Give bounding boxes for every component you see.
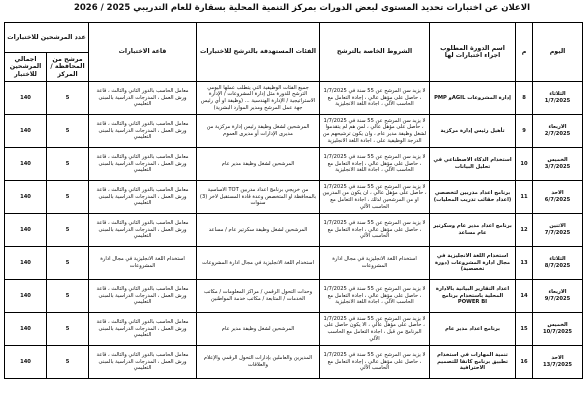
table-row	[5, 280, 583, 313]
cell-day: الخميس 10/7/2025	[533, 313, 583, 346]
cell-per-center: 5	[47, 280, 89, 313]
cell-per-center: 5	[47, 148, 89, 181]
cell-hall: معامل الحاسب بالدور الثاني والثالث ، قاعة ورش العمل ، المدرجات الدراسية بالمبنى التعليمي	[89, 280, 197, 313]
header-number: م	[516, 23, 533, 82]
cell-number: 10	[516, 148, 533, 181]
cell-total: 140	[5, 214, 47, 247]
cell-per-center: 5	[47, 214, 89, 247]
cell-day: الثلاثاء 8/7/2025	[533, 247, 583, 280]
cell-number: 15	[516, 313, 533, 346]
cell-course: برنامج اعداد مدير عام وسكرتير عام مساعد	[430, 214, 516, 247]
table-row	[5, 313, 583, 346]
cell-day: الخميس 3/7/2025	[533, 148, 583, 181]
cell-categories: المرشحين لشغل وظيفة مدير عام	[197, 313, 320, 346]
cell-total: 140	[5, 247, 47, 280]
cell-hall: معامل الحاسب بالدور الثاني والثالث ، قاعة ورش العمل ، المدرجات الدراسية بالمبنى التعليمي	[89, 214, 197, 247]
cell-hall: معامل الحاسب بالدور الثاني والثالث ، قاعة ورش العمل ، المدرجات الدراسية بالمبنى التعليمي	[89, 346, 197, 379]
cell-day: الثلاثاء 1/7/2025	[533, 82, 583, 115]
cell-per-center: 5	[47, 247, 89, 280]
cell-conditions: استخدام اللغة الانجليزية في مجال ادارة المشروعات	[320, 247, 430, 280]
cell-per-center: 5	[47, 115, 89, 148]
table-row	[5, 82, 583, 115]
cell-day: الاربعاء 2/7/2025	[533, 115, 583, 148]
table-row	[5, 181, 583, 214]
cell-conditions: لا يزيد سن المرشح عن 55 سنة في 1/7/2025 ، حاصل على مؤهل عالي ، إجادة التعامل مع الحاسب الآلي ، اجادة اللغة الانجليزية	[320, 82, 430, 115]
cell-total: 140	[5, 280, 47, 313]
header-hall: قاعة الاختبارات	[89, 23, 197, 82]
cell-categories: استخدام اللغة الانجليزية في مجال ادارة المشروعات	[197, 247, 320, 280]
cell-total: 140	[5, 181, 47, 214]
cell-total: 140	[5, 115, 47, 148]
cell-number: 14	[516, 280, 533, 313]
cell-number: 9	[516, 115, 533, 148]
cell-per-center: 5	[47, 181, 89, 214]
cell-categories: المديرين والعاملين بإدارات التحول الرقمي والإعلام والعلاقات	[197, 346, 320, 379]
cell-categories: وحدات التحول الرقمي / مراكز المعلومات / مكاتب الخدمات / المتابعة / مكاتب خدمة المواطنين	[197, 280, 320, 313]
cell-per-center: 5	[47, 346, 89, 379]
cell-categories: المرشحين لشغل وظيفة سكرتير عام / مساعد	[197, 214, 320, 247]
cell-course: اعداد التقارير البيانية بالادارة المحلية باستخدام برنامج POWER BI	[430, 280, 516, 313]
cell-categories: المرشحين لشغل وظيفة مدير عام	[197, 148, 320, 181]
cell-total: 140	[5, 313, 47, 346]
cell-course: استخدام اللغة الانجليزية في مجال ادارة المشروعات (دورة تخصصية)	[430, 247, 516, 280]
cell-number: 16	[516, 346, 533, 379]
cell-day: الاثنين 7/7/2025	[533, 214, 583, 247]
table-row	[5, 115, 583, 148]
cell-hall: معامل الحاسب بالدور الثاني والثالث ، قاعة ورش العمل ، المدرجات الدراسية بالمبنى التعليمي	[89, 115, 197, 148]
cell-day: الاربعاء 9/7/2025	[533, 280, 583, 313]
cell-total: 140	[5, 346, 47, 379]
cell-conditions: لا يزيد سن المرشح عن 55 سنة في 1/7/2025 ، حاصل على مؤهل عالي ، اجادة التعامل مع الحاسب الآلي	[320, 214, 430, 247]
cell-course: إدارة المشروعات AGILو PMP	[430, 82, 516, 115]
cell-number: 12	[516, 214, 533, 247]
cell-conditions: لا يزيد سن المرشح عن 55 سنة في 1/7/2025 ، حاصل على مؤهل عالي ، إجادة التعامل مع الحاسب الآلي	[320, 346, 430, 379]
cell-total: 140	[5, 82, 47, 115]
cell-course: تنمية المهارات في استخدام تطبيق برنامج كانفا للتصميم الاحترافية	[430, 346, 516, 379]
cell-course: تأهيل رئيس إدارة مركزية	[430, 115, 516, 148]
cell-categories: المرشحين لشغل وظيفة رئيس إدارة مركزية من مديرى الإدارات أو مديرى العموم	[197, 115, 320, 148]
table-row	[5, 247, 583, 280]
header-categories: الفئات المستهدفة بالترشح للاختبارات	[197, 23, 320, 82]
cell-course: برنامج اعداد مدير عام	[430, 313, 516, 346]
document-title: الاعلان عن اختبارات تحديد المستوى لبعض الدورات بمركز التنمية المحلية بسقارة للعام التدريبي 2025 / 2026	[73, 3, 530, 13]
cell-per-center: 5	[47, 82, 89, 115]
table-row	[5, 346, 583, 379]
header-course: اسم الدورة المطلوب اجراء اختبارات لها	[430, 23, 516, 82]
cell-number: 11	[516, 181, 533, 214]
header-total: اجمالي المرشحين للاختبار	[5, 53, 47, 82]
cell-hall: استخدام اللغة الانجليزية في مجال ادارة المشروعات	[89, 247, 197, 280]
header-day: اليوم	[533, 23, 583, 82]
cell-hall: معامل الحاسب بالدور الثاني والثالث ، قاعة ورش العمل ، المدرجات الدراسية بالمبنى التعليمي	[89, 313, 197, 346]
cell-hall: معامل الحاسب بالدور الثاني والثالث ، قاعة ورش العمل ، المدرجات الدراسية بالمبنى التعليمي	[89, 82, 197, 115]
cell-course: استخدام الذكاء الاصطناعي في تحليل البيانات	[430, 148, 516, 181]
cell-per-center: 5	[47, 313, 89, 346]
cell-number: 8	[516, 82, 533, 115]
cell-hall: معامل الحاسب بالدور الثاني والثالث ، قاعة ورش العمل ، المدرجات الدراسية بالمبنى التعليمي	[89, 181, 197, 214]
cell-categories: من خريجي برنامج اعداد مدربين TOT الاساسية بالمحافظة او المتخصص وعدة قادة المستقبل لاخر (3) سنوات	[197, 181, 320, 214]
table-header-row	[5, 23, 583, 53]
header-conditions: الشروط الخاصة بالترشح	[320, 23, 430, 82]
cell-total: 140	[5, 148, 47, 181]
header-per-center: مرشح من المحافظة / المركز	[47, 53, 89, 82]
cell-day: الاحد 13/7/2025	[533, 346, 583, 379]
cell-number: 13	[516, 247, 533, 280]
cell-hall: معامل الحاسب بالدور الثاني والثالث ، قاعة ورش العمل ، المدرجات الدراسية بالمبنى التعليمي	[89, 148, 197, 181]
cell-conditions: لا يزيد سن المرشح عن 55 سنة في 1/7/2025 ، حاصل على مؤهل عالي ، ان يكون من المدربين او من المرشحين لذلك ، اجادة التعامل مع الحاسب الآلي	[320, 181, 430, 214]
cell-conditions: لا يزيد سن المرشح عن 55 سنة في 1/7/2025 ، حاصل على مؤهل عالي ، لمن هم لم يتقدموا لشغل وظيفة مدير عام ، وان يكون ترشيحهم من الدرجة الوظيفية على ، اجادة اللغة الانجليزية	[320, 115, 430, 148]
schedule-table	[4, 22, 583, 379]
table-row	[5, 148, 583, 181]
header-count-group: عدد المرشحين للاختبارات	[5, 23, 89, 53]
cell-categories: جميع الفئات الوظيفية التي يتطلب عملها اليومي الترشح للدورة مثل إدارة المشروعات / الإدارة الاستراتيجية / الإدارة الهندسية ... (وظيفة او أي رئيس جهة عمل المرشح ومدير الموارد البشرية)	[197, 82, 320, 115]
table-row	[5, 214, 583, 247]
cell-course: برنامج اعداد مدربين لتخصصي (اعداد حقائب تدريب المحليات)	[430, 181, 516, 214]
cell-conditions: لا يزيد سن المرشح عن 55 سنة في 1/7/2025 ، حاصل على مؤهل عالي ، اجادة التعامل مع الحاسب الآلي ، اجادة اللغة الانجليزية	[320, 280, 430, 313]
cell-conditions: لا يزيد سن المرشح عن 55 سنة في 1/7/2025 ، حاصل على مؤهل عالي ، الا يكون حاصل على البرنامج من قبل ، اجادة التعامل مع الحاسب الآلي	[320, 313, 430, 346]
cell-day: الاحد 6/7/2025	[533, 181, 583, 214]
cell-conditions: لا يزيد سن المرشح عن 55 سنة في 1/7/2025 ، حاصل على مؤهل عالي ، إجادة التعامل مع الحاسب الآلي ، اجادة اللغة الانجليزية	[320, 148, 430, 181]
